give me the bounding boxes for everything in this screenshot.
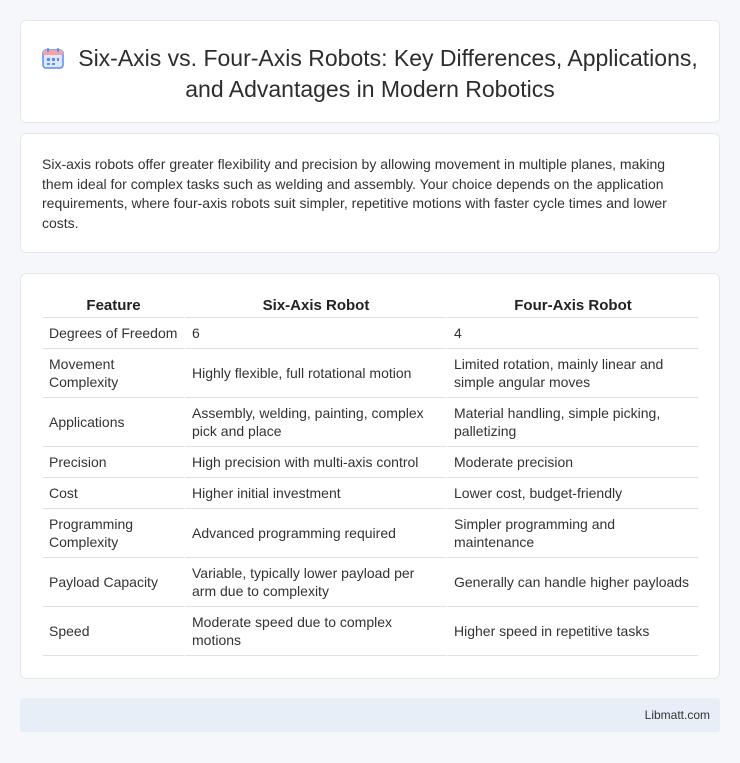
feature-cell: Cost bbox=[43, 478, 184, 509]
six-axis-cell: 6 bbox=[184, 318, 446, 349]
six-axis-cell: Higher initial investment bbox=[184, 478, 446, 509]
footer-brand: Libmatt.com bbox=[644, 708, 710, 722]
footer-bar bbox=[20, 698, 720, 732]
feature-cell: Programming Complexity bbox=[43, 509, 184, 558]
header-six-axis: Six-Axis Robot bbox=[184, 296, 446, 318]
six-axis-cell: Highly flexible, full rotational motion bbox=[184, 349, 446, 398]
six-axis-cell: Moderate speed due to complex motions bbox=[184, 607, 446, 656]
table-header-row bbox=[43, 296, 698, 318]
feature-cell: Movement Complexity bbox=[43, 349, 184, 398]
title-card bbox=[20, 20, 720, 123]
feature-cell: Degrees of Freedom bbox=[43, 318, 184, 349]
table-row bbox=[43, 478, 698, 509]
feature-cell: Payload Capacity bbox=[43, 558, 184, 607]
header-feature: Feature bbox=[43, 296, 184, 318]
page-title-text: Six-Axis vs. Four-Axis Robots: Key Differences, Applications, and Advantages in Modern Robotics bbox=[78, 45, 698, 102]
table-row bbox=[43, 349, 698, 398]
four-axis-cell: Limited rotation, mainly linear and simple angular moves bbox=[446, 349, 698, 398]
six-axis-cell: Advanced programming required bbox=[184, 509, 446, 558]
six-axis-cell: High precision with multi-axis control bbox=[184, 447, 446, 478]
table-row bbox=[43, 398, 698, 447]
table-row bbox=[43, 509, 698, 558]
four-axis-cell: Higher speed in repetitive tasks bbox=[446, 607, 698, 656]
intro-card bbox=[20, 133, 720, 253]
intro-paragraph: Six-axis robots offer greater flexibility and precision by allowing movement in multiple planes, making them ideal for complex tasks such as welding and assembly. Your choice depends on the application requirements, where four-axis robots suit simpler, repetitive motions with faster cycle times and lower costs. bbox=[42, 156, 667, 231]
four-axis-cell: Material handling, simple picking, palletizing bbox=[446, 398, 698, 447]
comparison-card bbox=[20, 273, 720, 679]
comparison-table bbox=[43, 296, 698, 656]
calendar-icon bbox=[42, 47, 64, 69]
feature-cell: Precision bbox=[43, 447, 184, 478]
six-axis-cell: Assembly, welding, painting, complex pick and place bbox=[184, 398, 446, 447]
header-four-axis: Four-Axis Robot bbox=[446, 296, 698, 318]
four-axis-cell: Moderate precision bbox=[446, 447, 698, 478]
four-axis-cell: Lower cost, budget-friendly bbox=[446, 478, 698, 509]
table-row bbox=[43, 558, 698, 607]
table-row bbox=[43, 318, 698, 349]
four-axis-cell: Generally can handle higher payloads bbox=[446, 558, 698, 607]
feature-cell: Speed bbox=[43, 607, 184, 656]
table-row bbox=[43, 447, 698, 478]
feature-cell: Applications bbox=[43, 398, 184, 447]
six-axis-cell: Variable, typically lower payload per arm due to complexity bbox=[184, 558, 446, 607]
four-axis-cell: Simpler programming and maintenance bbox=[446, 509, 698, 558]
page-title bbox=[21, 43, 719, 105]
table-row bbox=[43, 607, 698, 656]
four-axis-cell: 4 bbox=[446, 318, 698, 349]
